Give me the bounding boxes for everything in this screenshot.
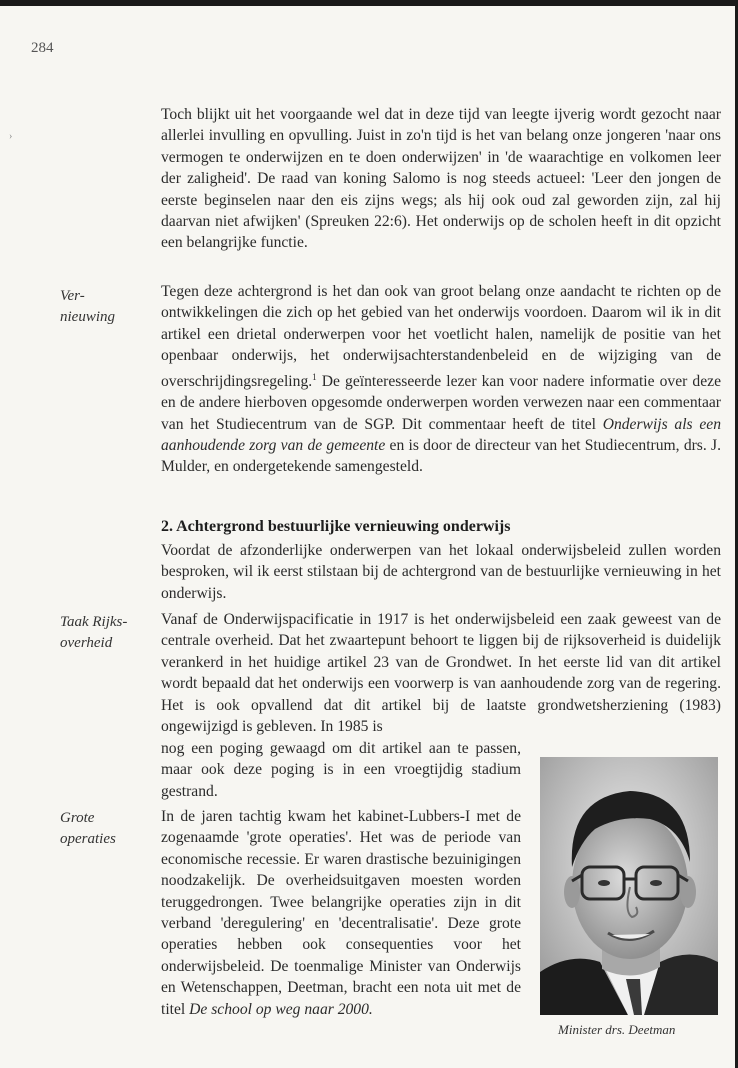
paragraph-vernieuwing	[161, 281, 721, 478]
paragraph-rijksoverheid: Vanaf de Onderwijspacificatie in 1917 is het onderwijsbeleid een zaak geweest van de centrale overheid. Dat het zwaartepunt behoort te liggen bij de rijksoverheid is duidelijk verankerd in het huidige artikel 23 van de Grondwet. In het eerste lid van dit artikel wordt bepaald dat het onderwijs een voorwerp is van aanhoudende zorg van de regering. Het is ook opvallend dat dit artikel bij de laatste grondwetsherziening (1983) ongewijzigd is gebleven. In 1985 is	[161, 611, 721, 736]
paragraph-text: In de jaren tachtig kwam het kabinet-Lubbers-I met de zogenaamde 'grote operaties'. Het was de periode van economische recessie. Er waren drastische bezuinigingen noodzakelijk. De overheidsuitgaven moesten worden teruggedrongen. Twee belangrijke operaties zijn in dit verband 'deregulering' en 'decentralisatie'. Deze grote operaties hebben ook consequenties voor het onderwijsbeleid. De toenmalige Minister van Onderwijs en Wetenschappen, Deetman, bracht een nota uit met de titel	[161, 808, 521, 1018]
section-heading: 2. Achtergrond bestuurlijke vernieuwing onderwijs	[161, 518, 511, 535]
margin-note-grote-operaties: Grote operaties	[60, 810, 116, 847]
publication-title: De school op weg naar 2000.	[189, 1000, 373, 1018]
paragraph-text: en is door de directeur van het Studiecentrum, drs. J. Mulder, en ondergetekende samengesteld.	[161, 437, 721, 476]
paragraph-intro: Toch blijkt uit het voorgaande wel dat in deze tijd van leegte ijverig wordt gezocht naar allerlei invulling en opvulling. Juist in zo'n tijd is het van belang onze jongeren 'naar ons vermogen te onderwijzen en te doen onderwijzen' in 'de waarachtige en volkomen leer der zaligheid'. De raad van koning Salomo is nog steeds actueel: 'Leer den jongen de eerste beginselen naar den eis zijns wegs; als hij ook oud zal geworden zijn, zal hij daarvan niet afwijken' (Spreuken 22:6). Het onderwijs op de scholen heeft in dit opzicht een belangrijke functie.	[161, 106, 721, 252]
top-border	[0, 0, 738, 6]
paragraph-text: Tegen deze achtergrond is het dan ook van groot belang onze aandacht te richten op de ontwikkelingen die zich op het gebied van het onderwijs voordoen. Daarom wil ik in dit artikel een drietal onderwerpen voor het voetlicht halen, namelijk de positie van het openbaar onderwijs, het onderwijsachterstandenbeleid en de wijziging van de overschrijdingsregeling.	[161, 283, 721, 390]
portrait-photo	[540, 757, 718, 1015]
margin-note-taak-rijksoverheid: Taak Rijks- overheid	[60, 614, 128, 651]
paragraph-achtergrond: Voordat de afzonderlijke onderwerpen van het lokaal onderwijsbeleid zullen worden besproken, wil ik eerst stilstaan bij de achtergrond van de bestuurlijke vernieuwing in het onderwijs.	[161, 542, 721, 602]
photo-caption: Minister drs. Deetman	[558, 1022, 676, 1037]
paragraph-rijksoverheid-continued: nog een poging gewaagd om dit artikel aan te passen, maar ook deze poging is in een vroegtijdig stadium gestrand.	[161, 740, 521, 800]
margin-note-vernieuwing: Ver- nieuwing	[60, 288, 115, 325]
footnote-marker: 1	[312, 371, 317, 382]
page-number: 284	[31, 40, 54, 56]
paragraph-text: De geïnteresseerde lezer kan voor nadere informatie over deze en de andere hierboven opgesomde onderwerpen worden verwezen naar een commentaar van het Studiecentrum van de SGP. Dit commentaar heeft de titel	[161, 372, 721, 433]
paragraph-grote-operaties	[161, 806, 521, 1020]
publication-title: Onderwijs als een aanhoudende zorg van de gemeente	[161, 415, 721, 455]
margin-mark: ›	[9, 131, 13, 142]
portrait-illustration	[540, 757, 718, 1015]
